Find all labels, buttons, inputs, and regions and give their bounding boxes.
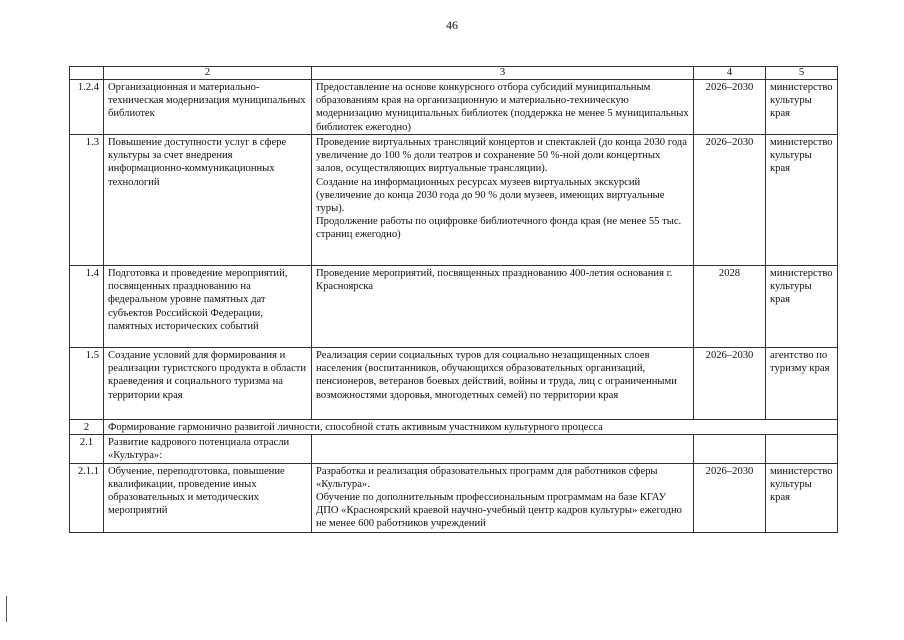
measure-description: Разработка и реализация образовательных программ для работников сферы «Культура». Обучение по дополнительным профессиональным программам на базе КГАУ ДПО «Красноярский краевой научно-учебный центр кадров культуры» ежегодно не менее 600 работников учреждений <box>312 463 694 532</box>
responsible-executor: агентство по туризму края <box>766 348 838 420</box>
measure-description <box>312 435 694 463</box>
row-number: 1.4 <box>70 266 104 348</box>
measure-description: Предоставление на основе конкурсного отбора субсидий муниципальным образованиям края на организационную и материально-техническую модернизацию муниципальных библиотек (поддержка не менее 5 муниципальных библиотек ежегодно) <box>312 80 694 135</box>
table-row <box>70 348 838 420</box>
responsible-executor: министерство культуры края <box>766 80 838 135</box>
measure-name: Развитие кадрового потенциала отрасли «Культура»: <box>104 435 312 463</box>
table-header-row <box>70 67 838 80</box>
measure-name: Организационная и материально-техническая модернизация муниципальных библиотек <box>104 80 312 135</box>
table-row <box>70 435 838 463</box>
measure-description: Реализация серии социальных туров для социально незащищенных слоев населения (воспитанников, обучающихся образовательных организаций, пенсионеров, ветеранов боевых действий, войны и труда, лиц с ограниченными возможностями здоровья, многодетных семей) по территории края <box>312 348 694 420</box>
measures-table <box>69 66 838 533</box>
row-number: 1.3 <box>70 135 104 266</box>
header-cell-4: 4 <box>694 67 766 80</box>
row-number: 1.2.4 <box>70 80 104 135</box>
measure-name: Повышение доступности услуг в сфере культуры за счет внедрения информационно-коммуникационных технологий <box>104 135 312 266</box>
measure-name: Обучение, переподготовка, повышение квалификации, проведение иных образовательных и методических мероприятий <box>104 463 312 532</box>
implementation-period: 2026–2030 <box>694 463 766 532</box>
measure-name: Создание условий для формирования и реализации туристского продукта в области краеведения и социального туризма на территории края <box>104 348 312 420</box>
table-row <box>70 266 838 348</box>
responsible-executor: министерство культуры края <box>766 135 838 266</box>
measure-name: Подготовка и проведение мероприятий, посвященных празднованию на федеральном уровне памятных дат субъектов Российской Федерации, памятных исторических событий <box>104 266 312 348</box>
responsible-executor: министерство культуры края <box>766 463 838 532</box>
implementation-period: 2028 <box>694 266 766 348</box>
scan-margin-mark <box>6 596 7 622</box>
row-number: 2.1.1 <box>70 463 104 532</box>
header-cell-1 <box>70 67 104 80</box>
table-row <box>70 463 838 532</box>
section-row <box>70 420 838 435</box>
row-number: 1.5 <box>70 348 104 420</box>
implementation-period <box>694 435 766 463</box>
implementation-period: 2026–2030 <box>694 348 766 420</box>
implementation-period: 2026–2030 <box>694 80 766 135</box>
header-cell-3: 3 <box>312 67 694 80</box>
row-number: 2.1 <box>70 435 104 463</box>
measure-description: Проведение мероприятий, посвященных празднованию 400-летия основания г. Красноярска <box>312 266 694 348</box>
header-cell-5: 5 <box>766 67 838 80</box>
implementation-period: 2026–2030 <box>694 135 766 266</box>
header-cell-2: 2 <box>104 67 312 80</box>
responsible-executor: министерство культуры края <box>766 266 838 348</box>
table-row <box>70 80 838 135</box>
table-row <box>70 135 838 266</box>
responsible-executor <box>766 435 838 463</box>
page-number: 46 <box>446 18 458 32</box>
section-number: 2 <box>70 420 104 435</box>
measure-description: Проведение виртуальных трансляций концертов и спектаклей (до конца 2030 года увеличение до 100 % доли театров и сохранение 50 %-ной доли концертных залов, осуществляющих виртуальные трансляции). Создание на информационных ресурсах музеев виртуальных экскурсий (увеличение до конца 2030 года до 90 % доли музеев, имеющих виртуальные туры). Продолжение работы по оцифровке библиотечного фонда края (не менее 55 тыс. страниц ежегодно) <box>312 135 694 266</box>
section-title: Формирование гармонично развитой личности, способной стать активным участником культурного процесса <box>104 420 838 435</box>
